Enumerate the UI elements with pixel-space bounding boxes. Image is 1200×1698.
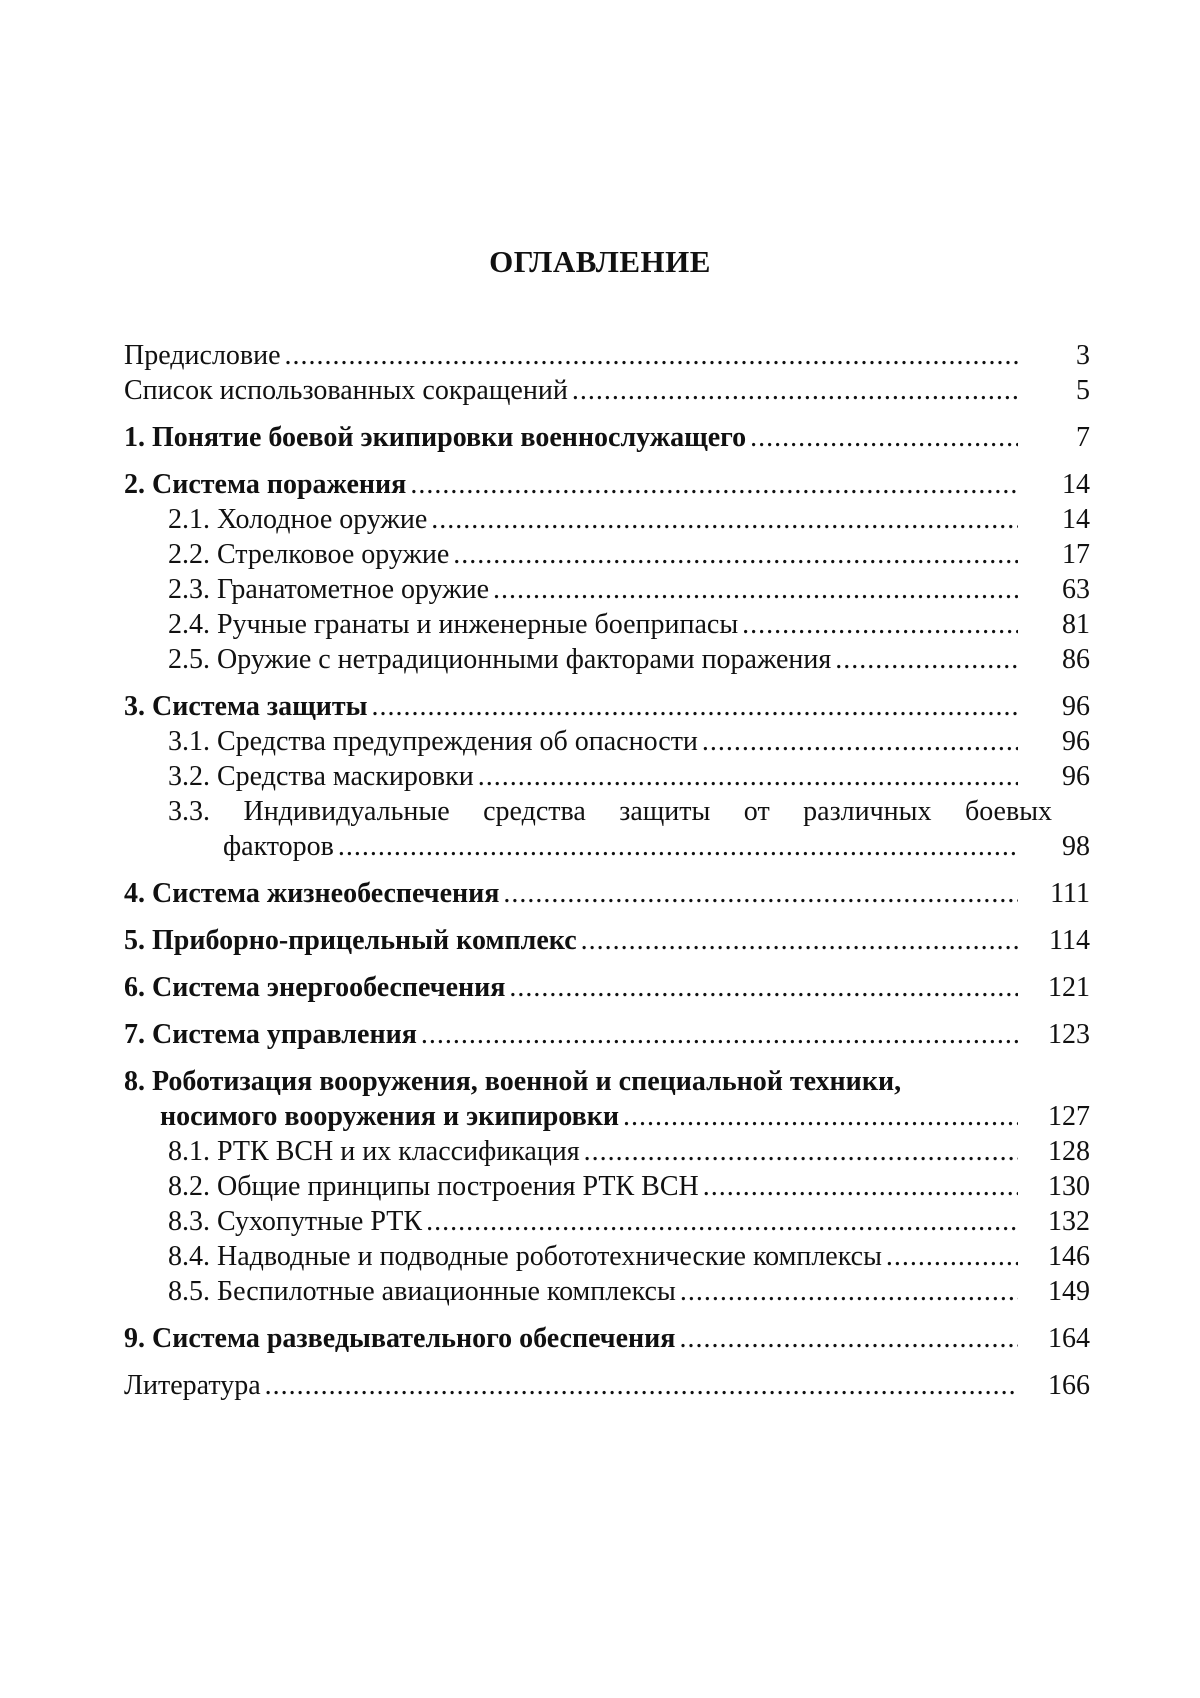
toc-entry-label: 3. Система защиты bbox=[124, 691, 368, 722]
toc-chapter-entry[interactable] bbox=[124, 876, 1090, 911]
toc-entry-label: 8.5. Беспилотные авиационные комплексы bbox=[168, 1276, 676, 1307]
toc-entry-label: Литература bbox=[124, 1370, 261, 1401]
leader-dots bbox=[703, 1169, 1018, 1204]
leader-dots bbox=[623, 1099, 1018, 1134]
leader-dots bbox=[702, 724, 1018, 759]
leader-dots bbox=[572, 373, 1018, 408]
toc-page-number: 96 bbox=[1062, 691, 1090, 722]
toc-chapter-entry[interactable] bbox=[124, 923, 1090, 958]
page-title: ОГЛАВЛЕНИЕ bbox=[489, 244, 711, 279]
toc-section-entry[interactable] bbox=[124, 829, 1090, 864]
toc-section-entry[interactable] bbox=[124, 759, 1090, 794]
toc-page-number: 127 bbox=[1048, 1101, 1090, 1132]
leader-dots bbox=[371, 689, 1018, 724]
leader-dots bbox=[410, 467, 1018, 502]
toc-section-entry[interactable] bbox=[124, 1169, 1090, 1204]
toc-page-number: 132 bbox=[1048, 1206, 1090, 1237]
toc-section-entry[interactable] bbox=[124, 572, 1090, 607]
toc-section-entry[interactable] bbox=[124, 1204, 1090, 1239]
toc-entry-label: 8.3. Сухопутные РТК bbox=[168, 1206, 423, 1237]
toc-chapter-entry[interactable] bbox=[124, 1321, 1090, 1356]
toc-entry-label: 7. Система управления bbox=[124, 1019, 417, 1050]
leader-dots bbox=[478, 759, 1018, 794]
leader-dots bbox=[680, 1274, 1018, 1309]
toc-entry-label: 2.1. Холодное оружие bbox=[168, 504, 428, 535]
toc-page-number: 96 bbox=[1062, 726, 1090, 757]
toc-section-entry[interactable] bbox=[124, 1134, 1090, 1169]
toc-page-number: 130 bbox=[1048, 1171, 1090, 1202]
toc-entry[interactable] bbox=[124, 373, 1090, 408]
toc-page-number: 123 bbox=[1048, 1019, 1090, 1050]
toc-page-number: 81 bbox=[1062, 609, 1090, 640]
leader-dots bbox=[750, 420, 1018, 455]
table-of-contents bbox=[124, 338, 1090, 1403]
leader-dots bbox=[679, 1321, 1018, 1356]
toc-page-number: 166 bbox=[1048, 1370, 1090, 1401]
toc-entry[interactable] bbox=[124, 338, 1090, 373]
toc-chapter-entry[interactable] bbox=[124, 467, 1090, 502]
leader-dots bbox=[886, 1239, 1018, 1274]
toc-chapter-entry[interactable] bbox=[124, 970, 1090, 1005]
toc-entry-label: 6. Система энергообеспечения bbox=[124, 972, 506, 1003]
toc-page-number: 146 bbox=[1048, 1241, 1090, 1272]
toc-page-number: 63 bbox=[1062, 574, 1090, 605]
leader-dots bbox=[431, 502, 1018, 537]
leader-dots bbox=[835, 642, 1018, 677]
toc-page-number: 7 bbox=[1076, 422, 1090, 453]
toc-page-number: 3 bbox=[1076, 340, 1090, 371]
toc-entry-label: 4. Система жизнеобеспечения bbox=[124, 878, 500, 909]
toc-entry-label: 3.1. Средства предупреждения об опасности bbox=[168, 726, 698, 757]
toc-entry-label: 2.4. Ручные гранаты и инженерные боеприпасы bbox=[168, 609, 739, 640]
leader-dots bbox=[581, 923, 1018, 958]
toc-entry-label: 8.2. Общие принципы построения РТК ВСН bbox=[168, 1171, 699, 1202]
leader-dots bbox=[453, 537, 1018, 572]
toc-entry-label-line2: носимого вооружения и экипировки bbox=[160, 1101, 619, 1132]
toc-entry-label-line1[interactable]: 8. Роботизация вооружения, военной и специальной техники, bbox=[124, 1066, 902, 1097]
toc-page-number: 114 bbox=[1049, 925, 1090, 956]
toc-page-number: 164 bbox=[1048, 1323, 1090, 1354]
toc-section-entry[interactable] bbox=[124, 537, 1090, 572]
toc-page-number: 14 bbox=[1062, 504, 1090, 535]
toc-chapter-entry[interactable] bbox=[124, 1099, 1090, 1134]
toc-chapter-entry[interactable] bbox=[124, 420, 1090, 455]
toc-section-entry[interactable] bbox=[124, 724, 1090, 759]
toc-chapter-entry[interactable] bbox=[124, 689, 1090, 724]
toc-page-number: 128 bbox=[1048, 1136, 1090, 1167]
toc-section-entry[interactable] bbox=[124, 607, 1090, 642]
toc-entry-label: Список использованных сокращений bbox=[124, 375, 568, 406]
toc-entry-label: 2.3. Гранатометное оружие bbox=[168, 574, 490, 605]
toc-section-entry[interactable] bbox=[124, 502, 1090, 537]
toc-entry-label: 2. Система поражения bbox=[124, 469, 407, 500]
toc-entry-label-line2: факторов bbox=[223, 831, 334, 862]
leader-dots bbox=[584, 1134, 1018, 1169]
toc-entry-label: 2.2. Стрелковое оружие bbox=[168, 539, 450, 570]
toc-page-number: 96 bbox=[1062, 761, 1090, 792]
toc-section-entry[interactable] bbox=[124, 1239, 1090, 1274]
toc-section-entry[interactable] bbox=[124, 1274, 1090, 1309]
leader-dots bbox=[338, 829, 1018, 864]
leader-dots bbox=[503, 876, 1018, 911]
toc-entry-label: 5. Приборно-прицельный комплекс bbox=[124, 925, 577, 956]
toc-section-entry[interactable] bbox=[124, 642, 1090, 677]
toc-page-number: 5 bbox=[1076, 375, 1090, 406]
toc-entry-label: Предисловие bbox=[124, 340, 281, 371]
leader-dots bbox=[742, 607, 1018, 642]
toc-page-number: 14 bbox=[1062, 469, 1090, 500]
toc-entry-label: 8.4. Надводные и подводные робототехнические комплексы bbox=[168, 1241, 882, 1272]
toc-page-number: 86 bbox=[1062, 644, 1090, 675]
toc-page-number: 17 bbox=[1062, 539, 1090, 570]
toc-entry-label: 2.5. Оружие с нетрадиционными факторами поражения bbox=[168, 644, 832, 675]
leader-dots bbox=[509, 970, 1018, 1005]
toc-entry-label: 9. Система разведывательного обеспечения bbox=[124, 1323, 676, 1354]
leader-dots bbox=[426, 1204, 1018, 1239]
toc-entry[interactable] bbox=[124, 1368, 1090, 1403]
leader-dots bbox=[285, 338, 1018, 373]
toc-page-number: 111 bbox=[1050, 878, 1090, 909]
toc-chapter-entry[interactable] bbox=[124, 1017, 1090, 1052]
leader-dots bbox=[493, 572, 1018, 607]
toc-entry-label: 3.2. Средства маскировки bbox=[168, 761, 474, 792]
leader-dots bbox=[265, 1368, 1018, 1403]
toc-entry-label: 8.1. РТК ВСН и их классификация bbox=[168, 1136, 580, 1167]
toc-entry-label-line1[interactable]: 3.3. Индивидуальные средства защиты от различных боевых bbox=[168, 796, 1052, 827]
toc-page-number: 121 bbox=[1048, 972, 1090, 1003]
toc-entry-label: 1. Понятие боевой экипировки военнослужащего bbox=[124, 422, 747, 453]
toc-page-number: 149 bbox=[1048, 1276, 1090, 1307]
leader-dots bbox=[421, 1017, 1018, 1052]
toc-page-number: 98 bbox=[1062, 831, 1090, 862]
